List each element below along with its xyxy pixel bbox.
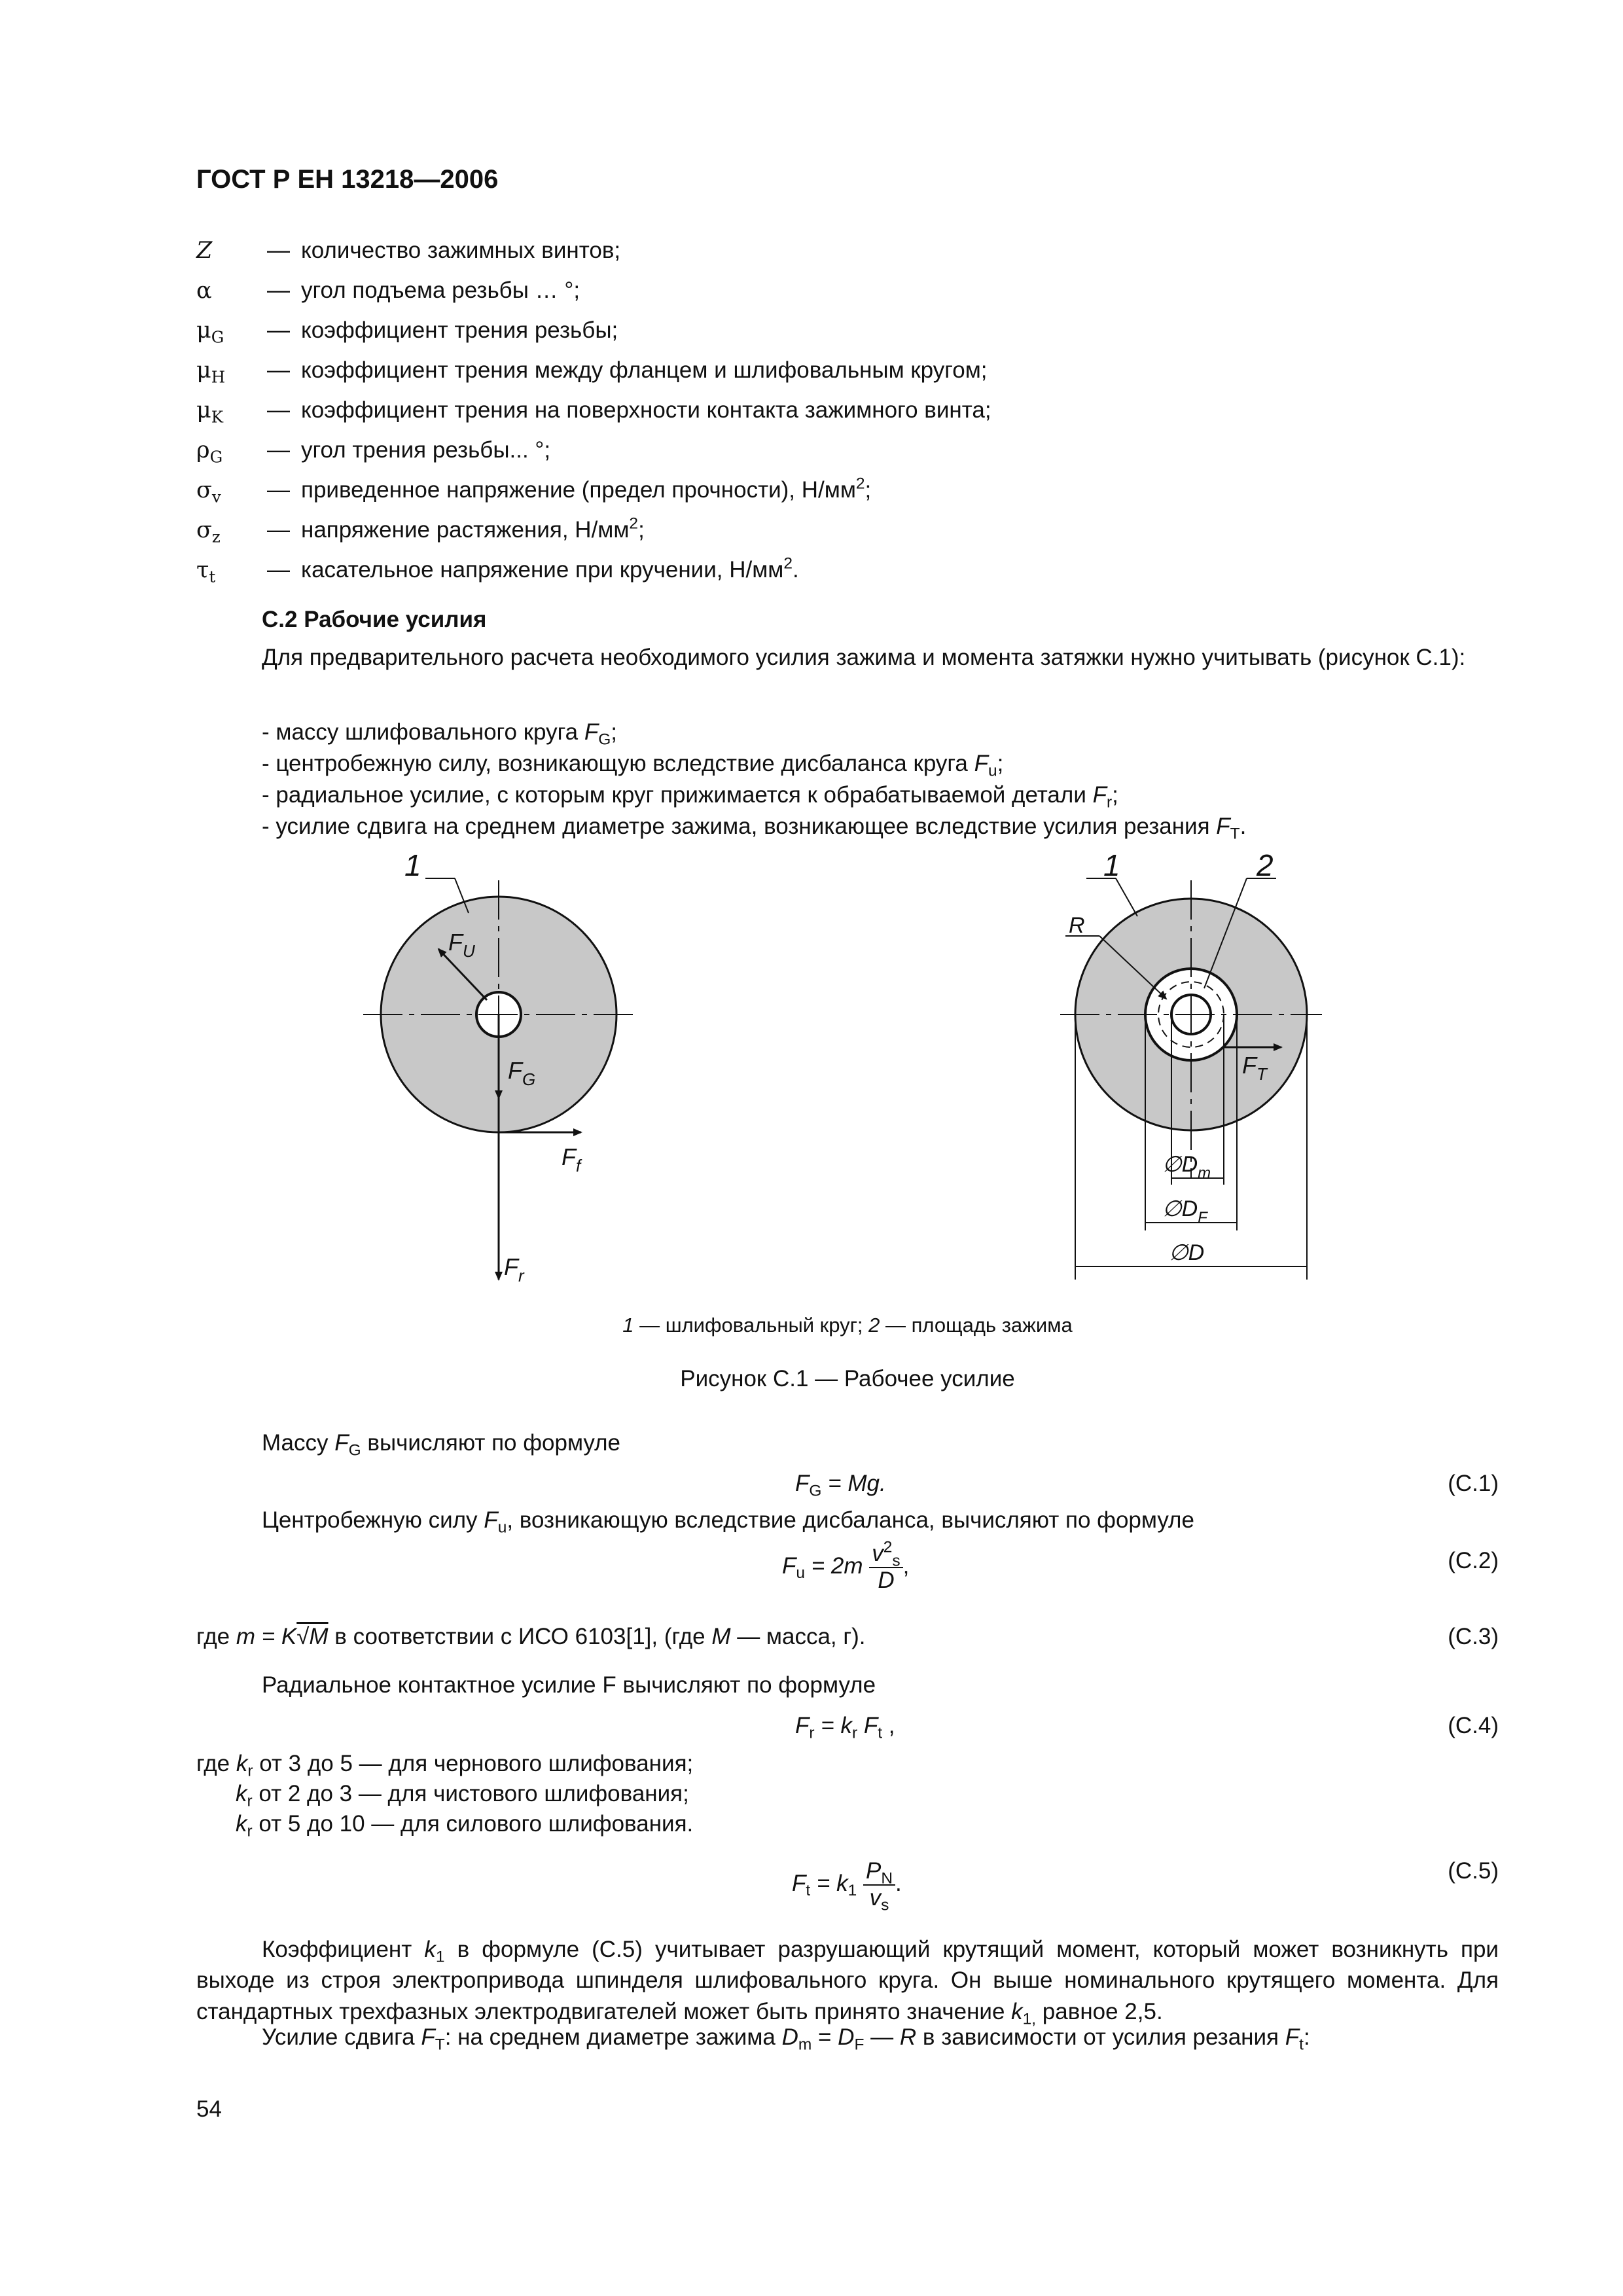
figure-c1	[314, 851, 1335, 1309]
label-fr: $F_r$	[504, 1253, 524, 1285]
c2-intro: Центробежную силу $F_u$, возникающую вследствие дисбаланса, вычисляют по формуле	[262, 1507, 1194, 1537]
fig-label-1-right: 1	[1103, 851, 1120, 882]
kr-line: $k_r$ от 5 до 10 — для силового шлифования.	[236, 1811, 694, 1840]
symbol-definition: приведенное напряжение (предел прочности), $Н/мм^2$;	[301, 475, 872, 503]
grinding-wheel-right	[1060, 851, 1322, 1280]
label-ff: $F_f$	[562, 1143, 581, 1175]
paragraph-k1: Коэффициент $k_1$ в формуле (С.5) учитывает разрушающий крутящий момент, который может возникнуть при выходе из строя электропривода шпинделя шлифовального круга. Он выше номинального крутящего момента. Для стандартных трехфазных электродвигателей может быть принято значение $k_{1,}$ равное 2,5.	[196, 1937, 1499, 2028]
eq-number-c4: (С.4)	[1448, 1713, 1499, 1738]
label-ft: $F_T$	[1242, 1052, 1267, 1084]
fig-label-2: 2	[1257, 851, 1274, 882]
formula-c4: $F_r = k_r$ $F_t$ ,	[795, 1713, 895, 1742]
page-number: 54	[196, 2096, 222, 2122]
label-r: R	[1069, 913, 1085, 938]
dash: —	[267, 278, 290, 303]
label-d: ∅D	[1169, 1240, 1205, 1265]
label-dm: $\emptyset D_m$	[1162, 1152, 1211, 1182]
section-intro: Для предварительного расчета необходимого усилия зажима и момента затяжки нужно учитывать (рисунок С.1):	[262, 645, 1466, 670]
symbol-definition: угол трения резьбы... °;	[301, 437, 551, 463]
bullet-list	[262, 717, 1246, 843]
eq-number-c2: (С.2)	[1448, 1548, 1499, 1573]
section-heading: С.2 Рабочие усилия	[262, 607, 487, 632]
symbol: $\mu_H$	[196, 357, 226, 387]
symbol-definition: количество зажимных винтов;	[301, 238, 621, 263]
label-df: $\emptyset D_F$	[1162, 1196, 1207, 1227]
kr-line: где $k_r$ от 3 до 5 — для чернового шлифования;	[196, 1751, 694, 1780]
symbol: $\tau_t$	[196, 557, 216, 586]
bullet-item: - усилие сдвига на среднем диаметре зажима, возникающее вследствие усилия резания $F_T$.	[262, 814, 1247, 843]
symbol-definition: коэффициент трения между фланцем и шлифовальным кругом;	[301, 357, 988, 383]
bullet-item: - массу шлифовального круга $F_G$;	[262, 719, 618, 749]
figure-caption: Рисунок С.1 — Рабочее усилие	[680, 1366, 1015, 1391]
symbol: $\mu_K$	[196, 397, 224, 427]
symbol: $\sigma_v$	[196, 477, 221, 507]
eq-number-c1: (С.1)	[1448, 1471, 1499, 1496]
c3-line: где m = K√M в соответствии с ИСО 6103[1], (где M — масса, г).	[196, 1624, 866, 1649]
eq-number-c5: (С.5)	[1448, 1858, 1499, 1884]
eq-number-c3: (С.3)	[1448, 1624, 1499, 1649]
symbol-definition: угол подъема резьбы … °;	[301, 278, 580, 303]
formula-c5: $F_t = k_1$ $\frac{P_N}{v_s}$ .	[792, 1858, 902, 1914]
symbol-definition: напряжение растяжения, $Н/мм^2$;	[301, 514, 645, 543]
grinding-wheel-left	[363, 851, 638, 1285]
bullet-item: - центробежную силу, возникающую вследствие дисбаланса круга $F_u$;	[262, 751, 1004, 780]
document-header: ГОСТ Р ЕН 13218—2006	[196, 165, 499, 194]
bullet-item: - радиальное усилие, с которым круг прижимается к обрабатываемой детали $F_r$;	[262, 782, 1118, 812]
symbol: α	[196, 278, 212, 304]
label-fg: $F_G$	[508, 1057, 536, 1089]
kr-lines	[196, 1749, 693, 1839]
kr-line: $k_r$ от 2 до 3 — для чистового шлифования;	[236, 1781, 689, 1810]
dash: —	[267, 397, 290, 423]
symbol: $\sigma_z$	[196, 517, 221, 547]
c1-intro: Массу $F_G$ вычисляют по формуле	[262, 1430, 621, 1460]
dash: —	[267, 317, 290, 343]
symbol-definition: коэффициент трения резьбы;	[301, 317, 618, 343]
label-fu: $F_U$	[448, 929, 475, 961]
dash: —	[267, 477, 290, 503]
formula-c2: $F_u = 2m$ $\frac{v^2_s}{D}$ ,	[782, 1538, 910, 1593]
dash: —	[267, 437, 290, 463]
symbol-definition: коэффициент трения на поверхности контакта зажимного винта;	[301, 397, 991, 423]
c4-intro: Радиальное контактное усилие F вычисляют по формуле	[262, 1672, 876, 1698]
symbol: $\rho_G$	[196, 437, 223, 467]
dash: —	[267, 238, 290, 263]
symbol: $\mu_G$	[196, 317, 224, 347]
figure-legend: 1 — шлифовальный круг; 2 — площадь зажима	[622, 1314, 1073, 1336]
symbol: Z	[196, 238, 213, 264]
formula-c1: $F_G = Mg$.	[795, 1471, 886, 1500]
dash: —	[267, 357, 290, 383]
paragraph-ft: Усилие сдвига $F_T$: на среднем диаметре зажима $D_m = D_F$ — R в зависимости от усилия резания $F_t$:	[262, 2024, 1310, 2054]
dash: —	[267, 517, 290, 543]
dash: —	[267, 557, 290, 583]
fig-label-1-left: 1	[404, 851, 421, 882]
symbol-definition: касательное напряжение при кручении, $Н/мм^2$.	[301, 554, 799, 583]
